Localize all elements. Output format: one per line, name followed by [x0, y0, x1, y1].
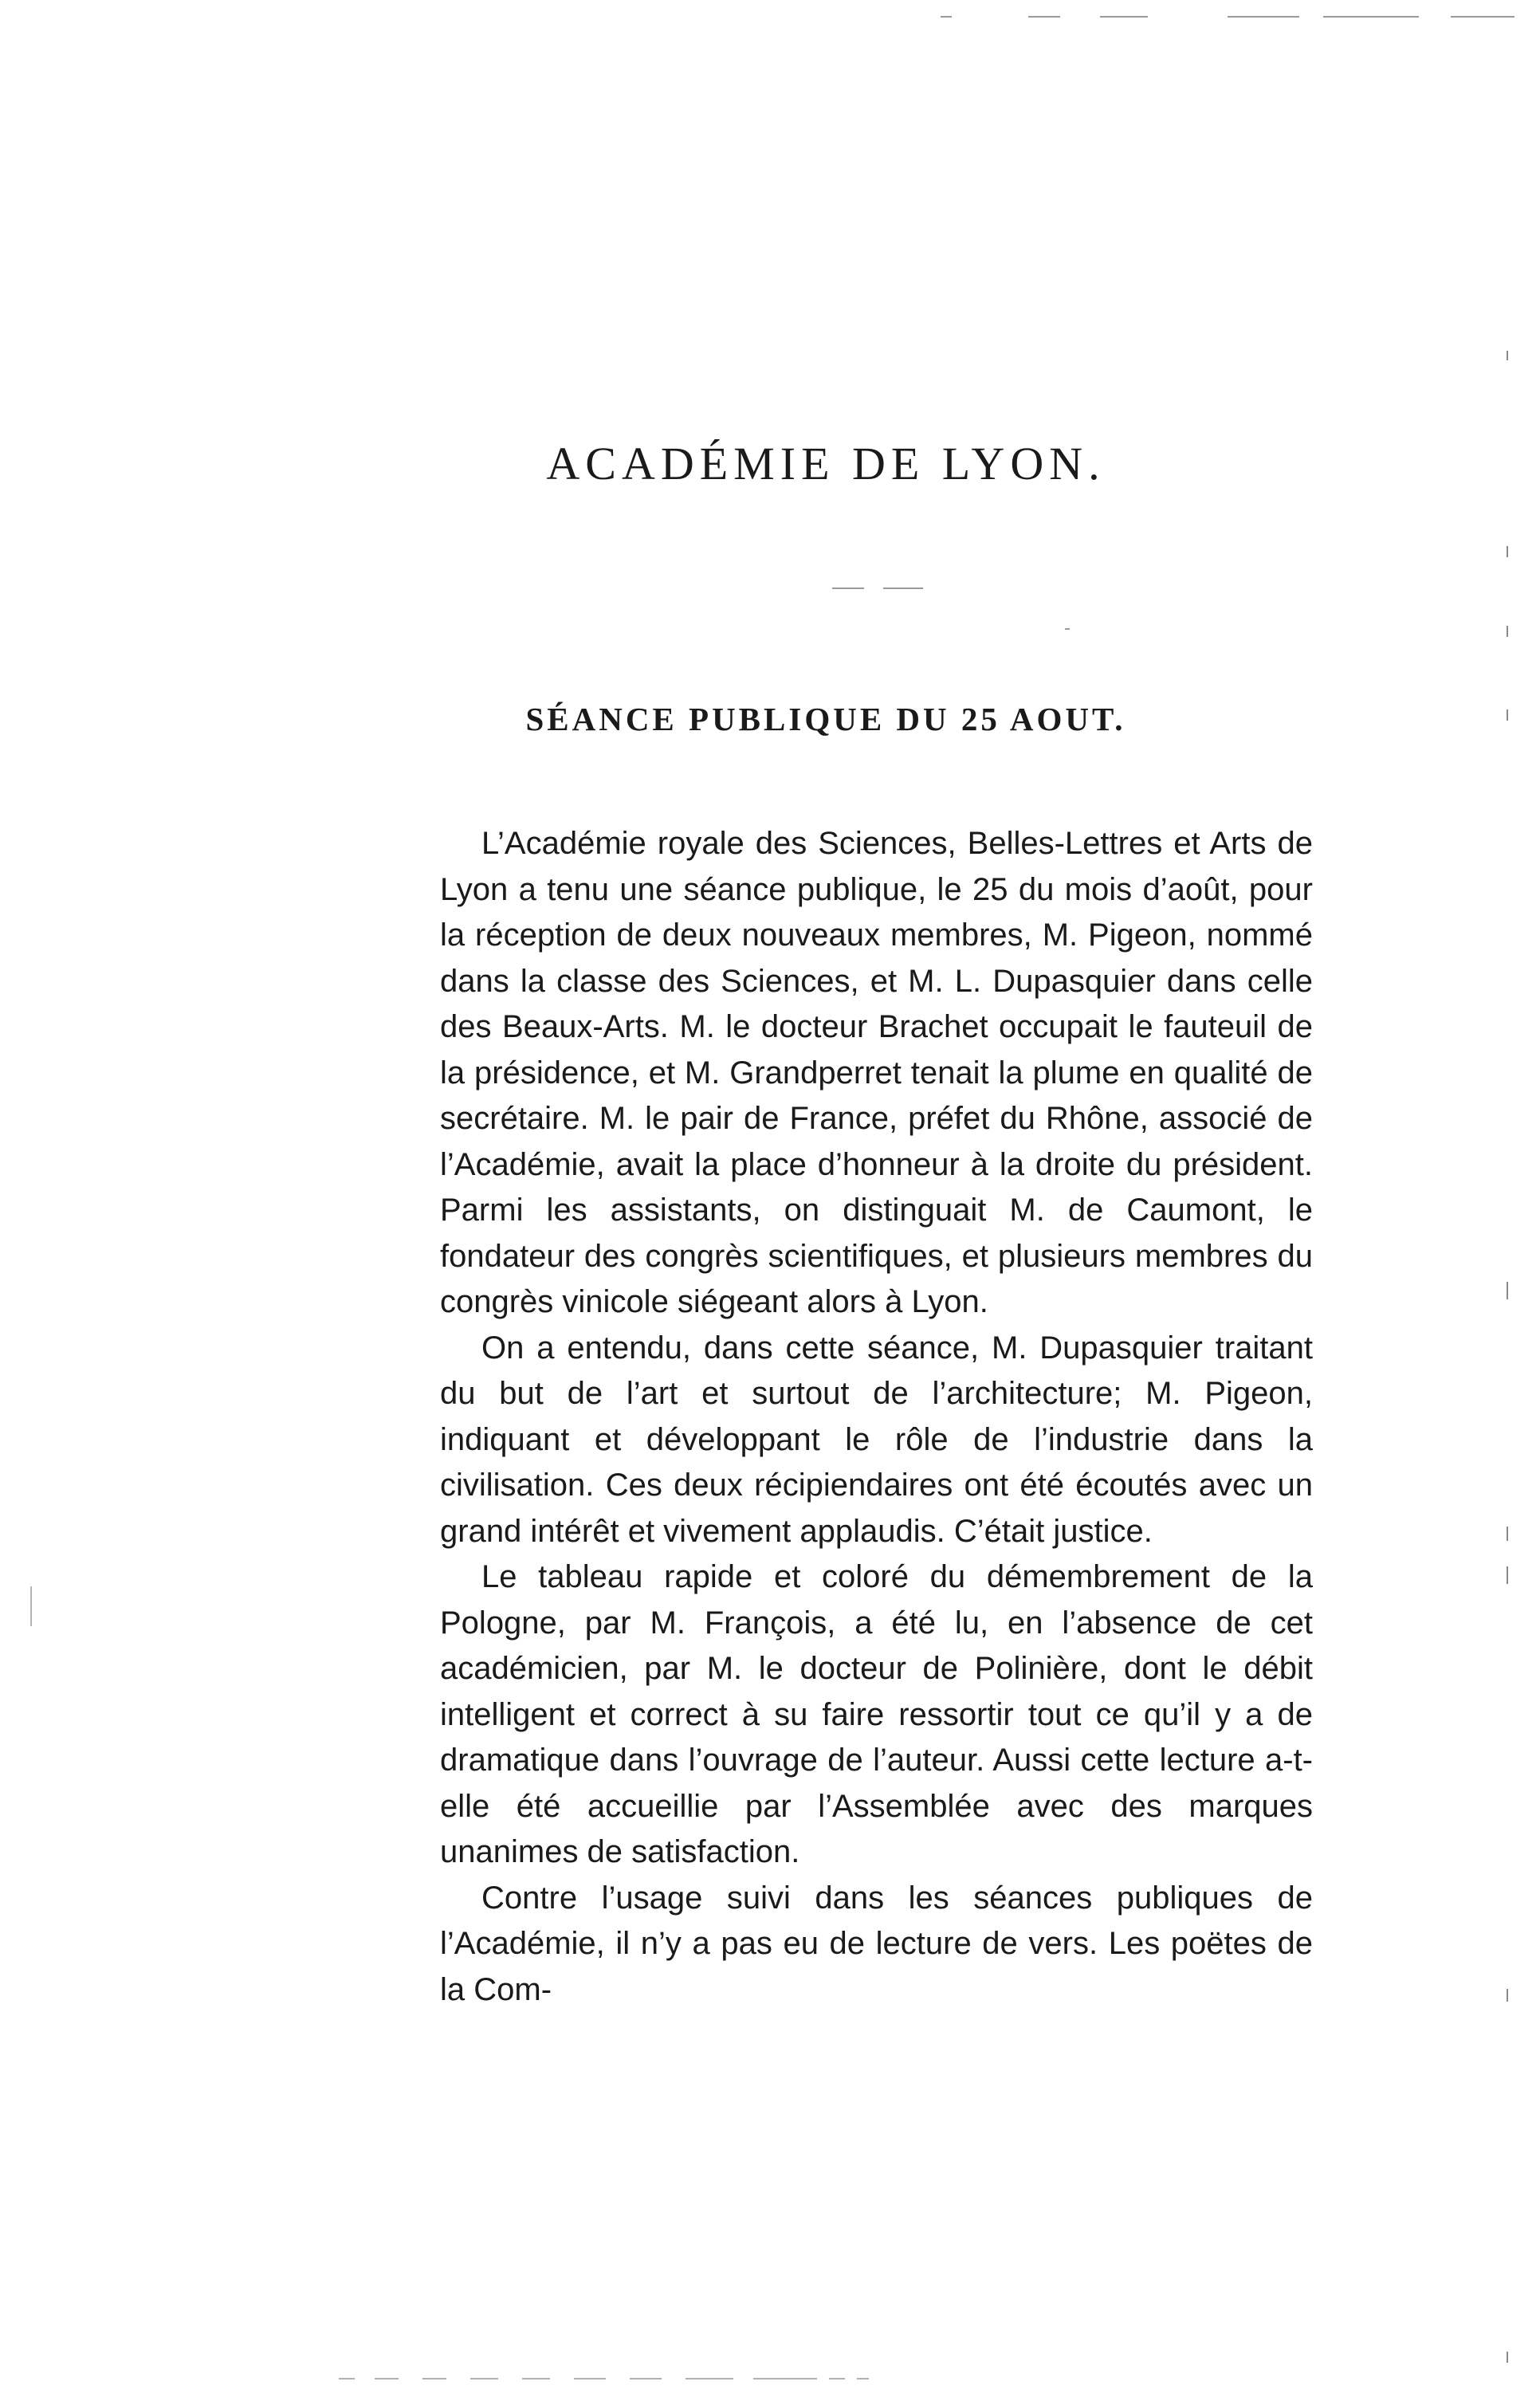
title-ornament: [883, 587, 923, 589]
scan-artifact-bottom: [857, 2378, 869, 2379]
paragraph: L’Académie royale des Sciences, Belles-Lettres et Arts de Lyon a tenu une séance publique, le 25 du mois d’août, pour la réception de deux nouveaux membres, M. Pigeon, nommé dans la classe des Sciences, et M. L. Dupasquier dans celle des Beaux-Arts. M. le docteur Brachet occupait le fauteuil de la présidence, et M. Grandperret tenait la plume en qualité de secrétaire. M. le pair de France, préfet du Rhône, associé de l’Académie, avait la place d’honneur à la droite du président. Parmi les assistants, on distinguait M. de Caumont, le fondateur des congrès scientifiques, et plusieurs membres du congrès vinicole siégeant alors à Lyon.: [440, 826, 1313, 1319]
body-text: [440, 821, 1313, 2013]
scan-artifact-bottom: [630, 2378, 662, 2379]
scan-edge-mark: [1507, 2352, 1508, 2363]
scan-artifact-bottom: [422, 2378, 446, 2379]
paragraph: Le tableau rapide et coloré du démembrement de la Pologne, par M. François, a été lu, en l’absence de cet académicien, par M. le docteur de Polinière, dont le débit intelligent et correct à su faire ressortir tout ce qu’il y a de dramatique dans l’ouvrage de l’auteur. Aussi cette lecture a-t-elle été accueillie par l’Assemblée avec des marques unanimes de satisfaction.: [440, 1559, 1313, 1869]
page-title: ACADÉMIE DE LYON.: [546, 438, 1106, 489]
scan-edge-mark: [1507, 1989, 1508, 2002]
scan-artifact-bottom: [686, 2378, 733, 2379]
title-ornament: [1065, 628, 1070, 630]
scan-artifact-top: [1323, 16, 1419, 18]
scan-artifact-top: [941, 16, 952, 18]
scan-edge-mark: [1507, 1566, 1508, 1584]
scan-edge-mark: [1507, 546, 1508, 557]
scan-edge-mark: [30, 1586, 32, 1626]
scan-artifact-bottom: [470, 2378, 498, 2379]
scan-artifact-bottom: [753, 2378, 817, 2379]
session-subtitle: SÉANCE PUBLIQUE DU 25 AOUT.: [525, 701, 1126, 737]
scan-edge-mark: [1507, 1282, 1508, 1299]
scan-artifact-top: [1028, 16, 1060, 18]
scan-artifact-bottom: [829, 2378, 845, 2379]
scan-edge-mark: [1507, 709, 1508, 721]
paragraph: Contre l’usage suivi dans les séances publiques de l’Académie, il n’y a pas eu de lecture de vers. Les poëtes de la Com-: [440, 1880, 1313, 2007]
scan-artifact-bottom: [522, 2378, 550, 2379]
scan-edge-mark: [1507, 351, 1508, 360]
title-ornament: [832, 587, 864, 589]
scan-edge-mark: [1507, 1527, 1508, 1541]
scan-artifact-top: [1228, 16, 1299, 18]
scan-artifact-top: [1100, 16, 1148, 18]
scan-edge-mark: [1507, 626, 1508, 637]
scan-artifact-bottom: [375, 2378, 399, 2379]
scan-artifact-bottom: [339, 2378, 355, 2379]
paragraph: On a entendu, dans cette séance, M. Dupasquier traitant du but de l’art et surtout de l’architecture; M. Pigeon, indiquant et développant le rôle de l’industrie dans la civilisation. Ces deux récipiendaires ont été écoutés avec un grand intérêt et vivement applaudis. C’était justice.: [440, 1330, 1313, 1549]
scan-artifact-top: [1451, 16, 1514, 18]
scan-artifact-bottom: [574, 2378, 606, 2379]
